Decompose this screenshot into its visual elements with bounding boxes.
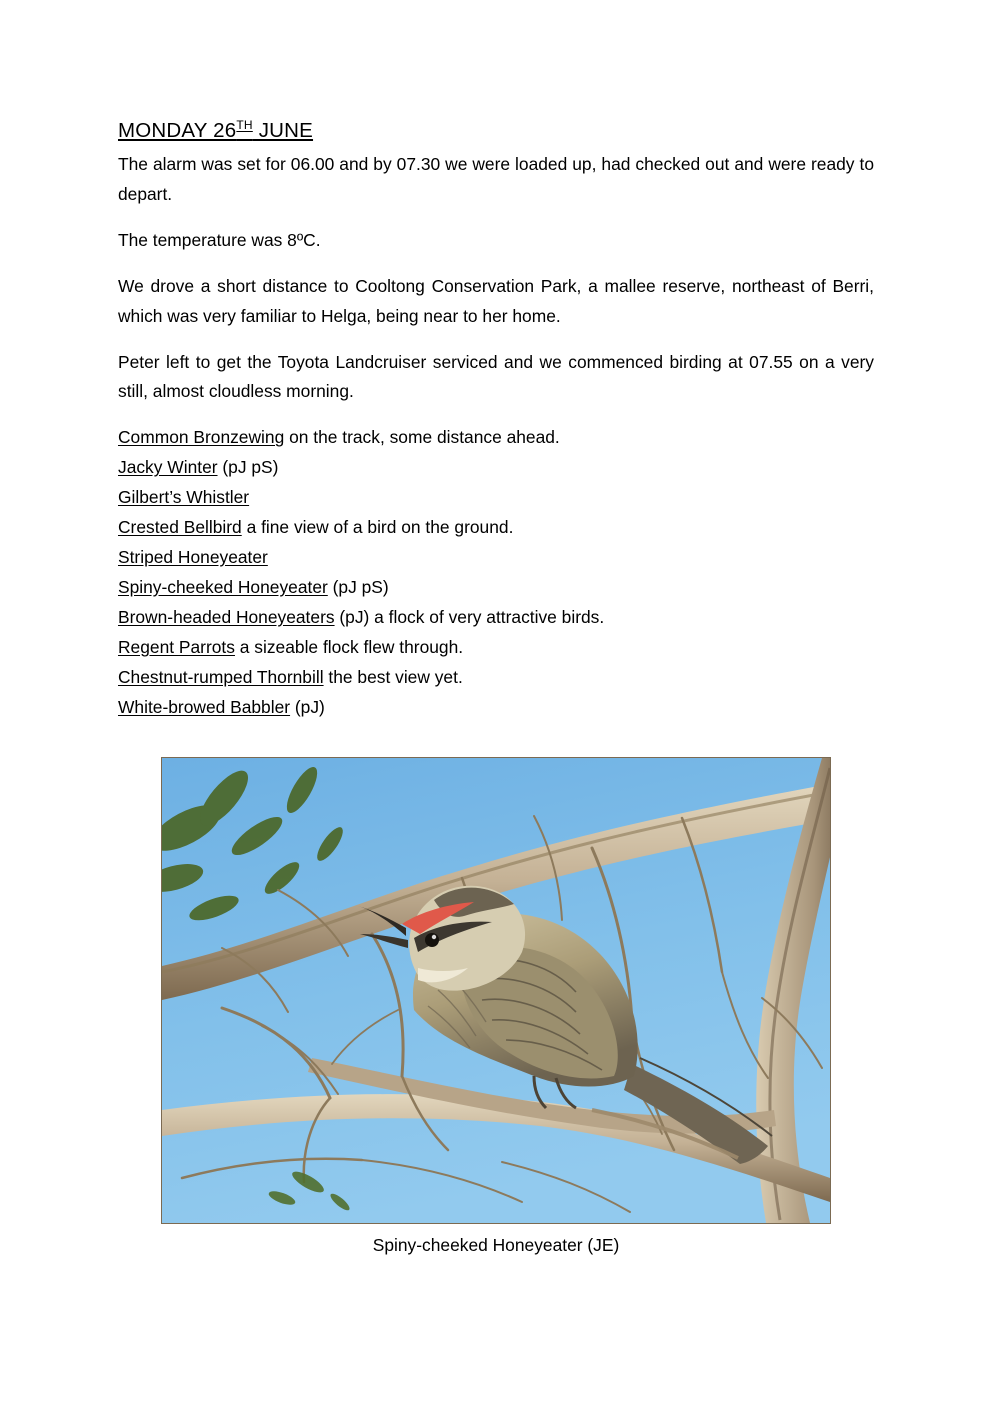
species-name: Gilbert’s Whistler <box>118 487 250 508</box>
species-list <box>118 423 874 722</box>
paragraph-alarm: The alarm was set for 06.00 and by 07.30 we were loaded up, had checked out and were ready to depart. <box>118 153 874 204</box>
bird-photo-illustration <box>162 758 830 1223</box>
figure-caption: Spiny-cheeked Honeyeater (JE) <box>372 1234 620 1255</box>
species-name: Common Bronzewing <box>118 427 285 448</box>
species-note: (pJ) <box>290 696 325 717</box>
page-title <box>118 118 313 143</box>
species-name: Chestnut-rumped Thornbill <box>118 666 324 687</box>
list-item <box>118 603 874 633</box>
bird-photograph <box>161 757 831 1224</box>
list-item <box>118 423 874 453</box>
list-item <box>118 543 874 573</box>
list-item <box>118 453 874 483</box>
species-note: (pJ pS) <box>327 577 389 598</box>
species-note: (pJ pS) <box>217 457 279 478</box>
paragraph-temperature: The temperature was 8ºC. <box>118 229 321 250</box>
species-name: Brown-headed Honeyeaters <box>118 607 335 628</box>
species-name: Striped Honeyeater <box>118 547 268 568</box>
list-item <box>118 663 874 693</box>
species-name: Crested Bellbird <box>118 517 242 538</box>
list-item <box>118 573 874 603</box>
species-name: Jacky Winter <box>118 457 218 478</box>
species-name: Spiny-cheeked Honeyeater <box>118 577 328 598</box>
list-item <box>118 693 874 723</box>
list-item <box>118 513 874 543</box>
page-title-ordinal: TH <box>236 118 253 132</box>
species-note: the best view yet. <box>323 666 463 687</box>
species-name: White-browed Babbler <box>118 696 291 717</box>
species-note: a sizeable flock flew through. <box>234 636 464 657</box>
paragraph-peter: Peter left to get the Toyota Landcruiser serviced and we commenced birding at 07.55 on a very still, almost cloudless morning. <box>118 351 874 402</box>
species-note: on the track, some distance ahead. <box>284 427 560 448</box>
species-name: Regent Parrots <box>118 636 235 657</box>
paragraph-drive: We drove a short distance to Cooltong Conservation Park, a mallee reserve, northeast of Berri, which was very familiar to Helga, being near to her home. <box>118 275 874 326</box>
species-note: (pJ) a flock of very attractive birds. <box>334 607 605 628</box>
page-title-rest: JUNE <box>252 118 314 142</box>
figure <box>118 757 874 1260</box>
species-note: a fine view of a bird on the ground. <box>241 517 514 538</box>
list-item <box>118 483 874 513</box>
page-title-text: MONDAY 26 <box>118 118 237 142</box>
list-item <box>118 633 874 663</box>
